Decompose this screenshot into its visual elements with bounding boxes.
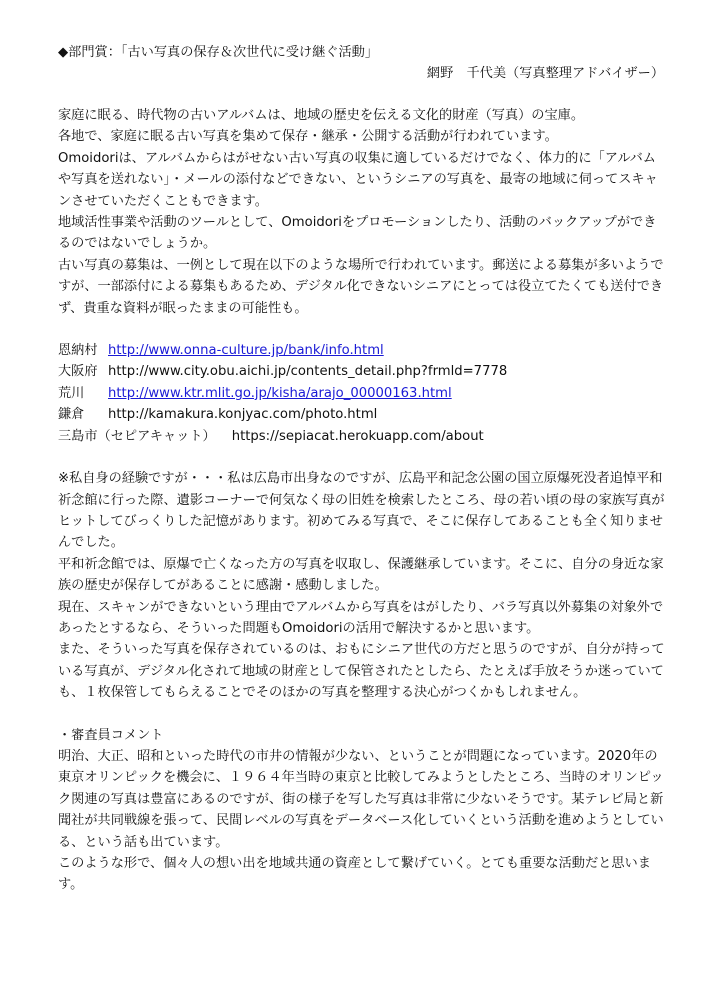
link-row-kamakura [58, 404, 668, 425]
review-paragraph-2: このような形で、個々人の想い出を地域共通の資産として繋げていく。とても重要な活動だと思います。 [58, 856, 651, 893]
url-text-kamakura: http://kamakura.konjyac.com/photo.html [108, 407, 378, 423]
url-text-obu: http://www.city.obu.aichi.jp/contents_detail.php?frmld=7778 [108, 364, 508, 380]
review-heading: ・審査員コメント [58, 727, 164, 743]
link-row-mishima [58, 426, 668, 447]
experience-paragraph-3: 現在、スキャンができないという理由でアルバムから写真をはがしたり、バラ写真以外募集の対象外であったとするなら、そういった問題もOmoidoriの活用で解決するかと思います。 [58, 599, 664, 636]
document-page [58, 42, 668, 896]
link-label: 鎌倉 [58, 407, 85, 423]
link-label: 三島市（セピアキャット） [58, 428, 216, 444]
author-line: 網野 千代美（写真整理アドバイザー） [426, 66, 664, 81]
section-title: ◆部門賞：「古い写真の保存＆次世代に受け継ぐ活動」 [58, 45, 379, 60]
link-label: 大阪府 [58, 364, 98, 380]
link-onna-culture[interactable]: http://www.onna-culture.jp/bank/info.html [108, 343, 384, 359]
intro-paragraph-3: Omoidoriは、アルバムからはがせない古い写真の収集に適しているだけでなく、体力的に「アルバムや写真を送れない」・メールの添付などできない、というシニアの写真を、最寄の地域に伺ってスキャンさせていただくこともできます。 [58, 150, 658, 209]
url-text-sepiacat: https://sepiacat.herokuapp.com/about [231, 428, 484, 444]
intro-paragraph-5: 古い写真の募集は、一例として現在以下のような場所で行われています。郵送による募集が多いようですが、一部添付による募集もあるため、デジタル化できないシニアにとっては役立てたくても送付できず、貴重な資料が眠ったままの可能性も。 [58, 257, 664, 316]
link-ktr-mlit[interactable]: http://www.ktr.mlit.go.jp/kisha/arajo_00000163.html [108, 385, 452, 401]
review-paragraph-1: 明治、大正、昭和といった時代の市井の情報が少ない、ということが問題になっています。2020年の東京オリンピックを機会に、１９６４年当時の東京と比較してみようとしたところ、当時のオリンピック関連の写真は豊富にあるのですが、街の様子を写した写真は非常に少ないそうです。某テレビ局と新聞社が共同戦線を張って、民間レベルの写真をデータベース化していくという活動を進めようとしている、という話も出ています。 [58, 748, 664, 850]
intro-paragraph-4: 地域活性事業や活動のツールとして、Omoidoriをプロモーションしたり、活動のバックアップができるのではないでしょうか。 [58, 215, 657, 252]
intro-paragraph-2: 各地で、家庭に眠る古い写真を集めて保存・継承・公開する活動が行われています。 [58, 129, 558, 145]
link-row-osaka [58, 361, 668, 382]
experience-paragraph-4: また、そういった写真を保存されているのは、おもにシニア世代の方だと思うのですが、自分が持っている写真が、デジタル化されて地域の財産として保管されたとしたら、たとえば手放そうか迷っていても、１枚保管してもらえることでそのほかの写真を整理する決心がつくかもしれません。 [58, 642, 665, 701]
intro-paragraph-1: 家庭に眠る、時代物の古いアルバムは、地域の歴史を伝える文化的財産（写真）の宝庫。 [58, 108, 585, 123]
link-label: 荒川 [58, 385, 85, 401]
link-row-arakawa [58, 383, 668, 404]
experience-paragraph-2: 平和祈念館では、原爆で亡くなった方の写真を収取し、保護継承しています。そこに、自分の身近な家族の歴史が保存してがあることに感謝・感動しました。 [58, 556, 664, 594]
link-row-onna [58, 340, 668, 361]
link-list [58, 340, 668, 447]
experience-paragraph-1: ※私自身の経験ですが・・・私は広島市出身なのですが、広島平和記念公園の国立原爆死没者追悼平和祈念館に行った際、遺影コーナーで何気なく母の旧姓を検索したところ、母の若い頃の母の家族写真がヒットしてびっくりした記憶があります。初めてみる写真で、そこに保存してあることも全く知りませんでした。 [58, 471, 665, 551]
link-label: 恩納村 [58, 343, 98, 359]
